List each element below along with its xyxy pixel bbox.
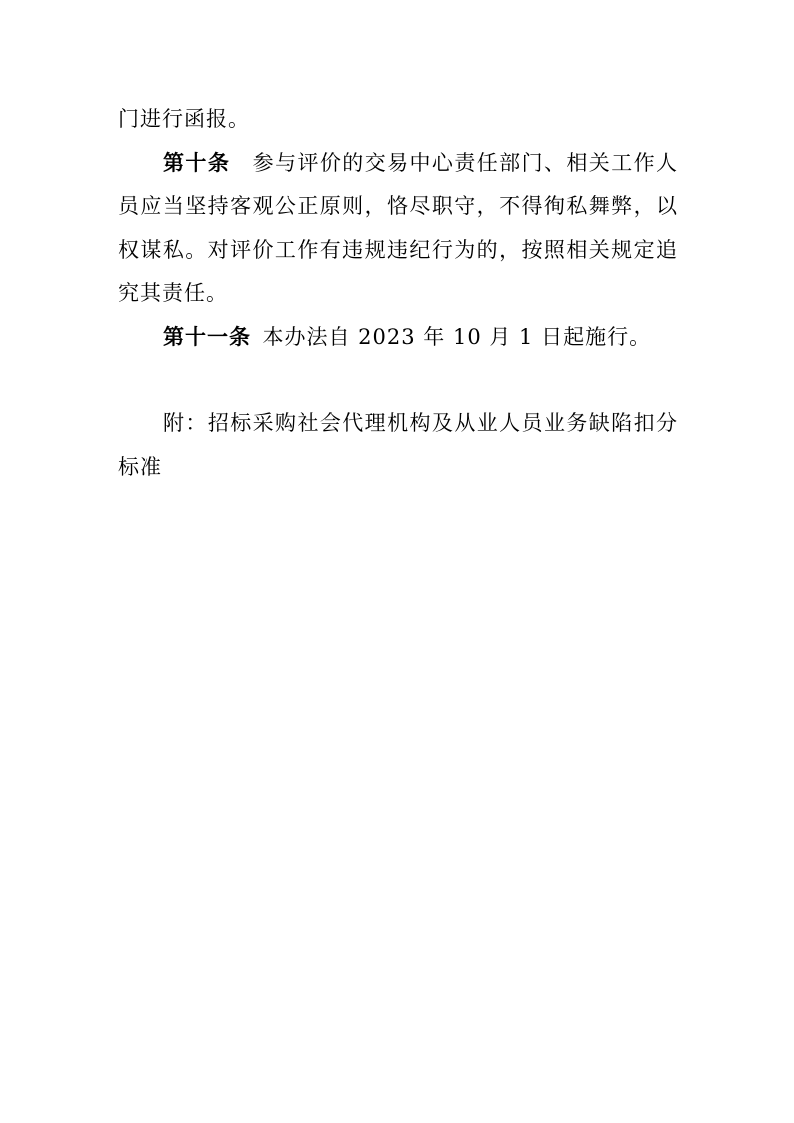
continued-paragraph — [118, 98, 678, 142]
article-11-body: 本办法自 2023 年 10 月 1 日起施行。 — [262, 324, 652, 349]
article-10-heading: 第十条 — [163, 150, 231, 175]
article-11-paragraph — [118, 316, 678, 360]
article-11-heading: 第十一条 — [163, 324, 251, 349]
attachment-text: 附：招标采购社会代理机构及从业人员业务缺陷扣分标准 — [118, 411, 678, 479]
blank-line — [118, 359, 678, 402]
article-10-paragraph — [118, 142, 678, 316]
continued-text: 门进行函报。 — [118, 107, 250, 131]
attachment-paragraph — [118, 402, 678, 489]
article-10-body: 参与评价的交易中心责任部门、相关工作人员应当坚持客观公正原则，恪尽职守，不得徇私舞弊，以权谋私。对评价工作有违规违纪行为的，按照相关规定追究其责任。 — [118, 150, 679, 305]
document-body — [118, 98, 678, 489]
article-10-spacer — [230, 151, 252, 175]
article-11-spacer — [251, 325, 263, 349]
